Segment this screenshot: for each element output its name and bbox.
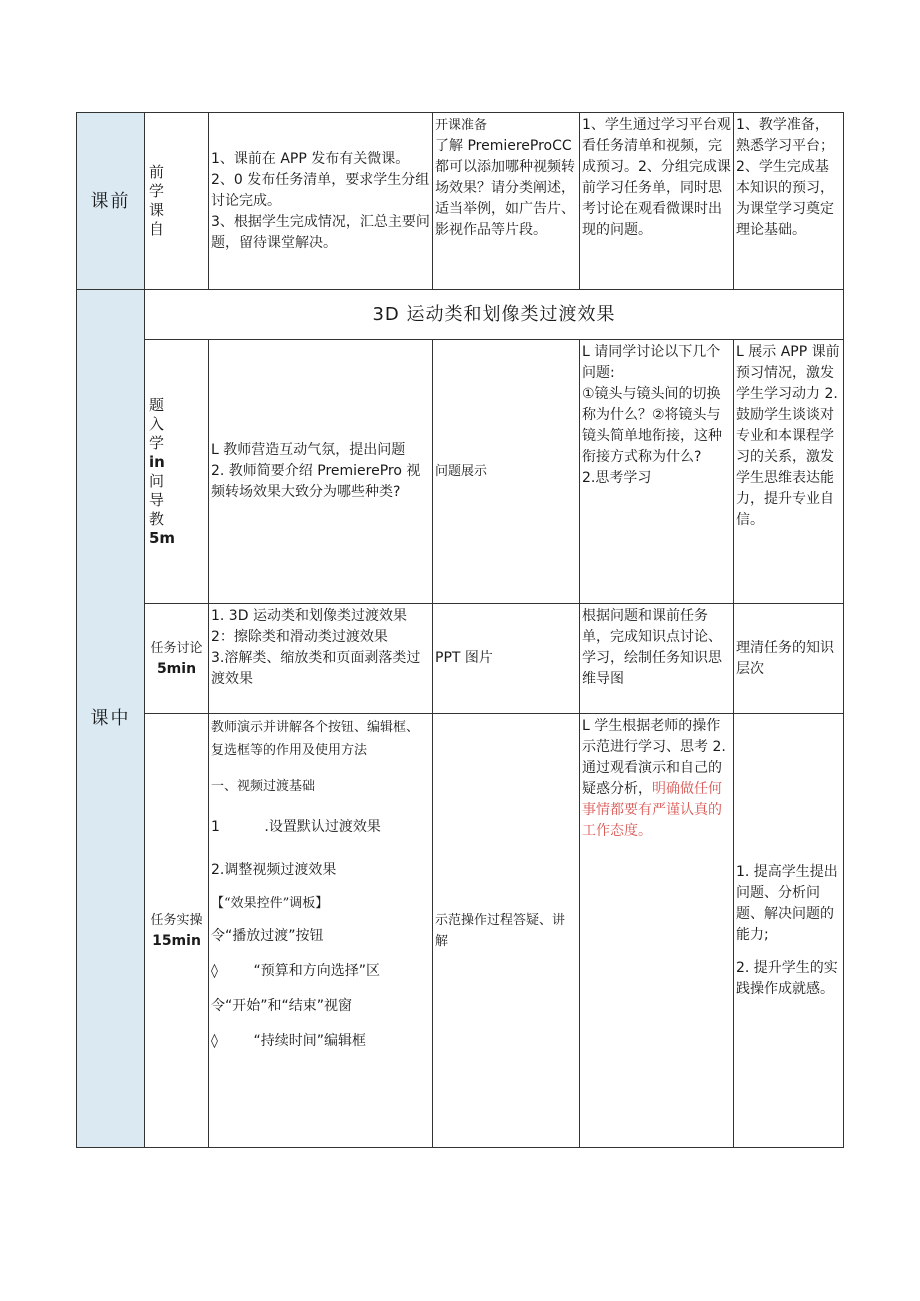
content-line: 3、根据学生完成情况，汇总主要问题，留待课堂解决。 (211, 213, 430, 251)
intro-method (432, 339, 580, 604)
stage-time: 5min (156, 660, 197, 677)
phase-mid-label: 课中 (90, 708, 131, 729)
content-line: 1 .设置默认过渡效果 (211, 819, 381, 835)
content-line: 2. 教师简要介绍 PremierePro 视频转场效果大致分为哪些种类? (211, 463, 421, 500)
content-line: 2、0 发布任务清单，要求学生分组讨论完成。 (211, 171, 430, 209)
method-heading: 开课准备 (435, 118, 488, 133)
discuss-content (208, 603, 433, 714)
label-char: 学 (149, 433, 165, 452)
intro-label (144, 339, 209, 604)
discuss-method (432, 603, 580, 714)
design-intent: 理清任务的知识层次 (736, 639, 834, 677)
goal-line: 2. 提升学生的实践操作成就感。 (736, 959, 838, 997)
label-char: 5m (149, 528, 176, 547)
content-line: 1、课前在 APP 发布有关微课。 (211, 150, 410, 167)
label-char: 题 (149, 395, 165, 414)
practice-content (208, 713, 433, 1148)
intro-student (579, 339, 734, 604)
stage-time: 15min (152, 932, 201, 949)
label-char: 问 (149, 471, 165, 490)
label-char: 学 (149, 182, 165, 200)
section-title (144, 289, 844, 340)
design-intent: 1、教学准备，熟悉学习平台；2、学生完成基本知识的预习，为课堂学习奠定理论基础。 (736, 117, 834, 238)
content-line: 2.调整视频过渡效果 (211, 862, 337, 878)
student-activity: 根据问题和课前任务单，完成知识点讨论、学习，绘制任务知识思维导图 (582, 608, 722, 687)
student-line: 2.思考学习 (582, 470, 652, 486)
student-activity-highlight: 明确做任何事情都要有严谨认真的工作态度。 (582, 781, 722, 839)
goal-line: 1. 提高学生提出问题、分析问题、解决问题的能力; (736, 863, 838, 943)
pre-class-method (432, 112, 580, 290)
student-line: ①镜头与镜头间的切换称为什么？②将镜头与镜头简单地衔接，这种衔接方式称为什么? (582, 386, 722, 465)
label-char: 课 (149, 201, 165, 219)
stage-name: 任务实操 (150, 912, 203, 928)
content-line: 【“效果控件”调板】 (211, 896, 329, 911)
discuss-student (579, 603, 734, 714)
content-line: 令“播放过渡”按钮 (211, 928, 324, 944)
content-line: 1. 3D 运动类和划像类过渡效果 (211, 608, 407, 624)
label-char: 前 (149, 163, 165, 181)
method-text: 问题展示 (435, 464, 488, 479)
content-line: 2：擦除类和滑动类过渡效果 (211, 629, 388, 645)
practice-label (144, 713, 209, 1148)
content-line: 教师演示并讲解各个按钮、编辑框、复选框等的作用及使用方法 (211, 720, 420, 758)
student-activity: 1、学生通过学习平台观看任务清单和视频，完成预习。2、分组完成课前学习任务单，同时思考讨论在观看微课时出现的问题。 (582, 117, 731, 238)
practice-student (579, 713, 734, 1148)
content-line: ◊ “持续时间”编辑框 (211, 1033, 367, 1049)
intro-content (208, 339, 433, 604)
practice-method (432, 713, 580, 1148)
discuss-label (144, 603, 209, 714)
content-line: 令“开始”和“结束”视窗 (211, 998, 353, 1014)
content-line: 3.溶解类、缩放类和页面剥落类过渡效果 (211, 650, 421, 687)
student-activity: L 学生根据老师的操作示范进行学习、思考 2. 通过观看演示和自己的疑惑分析， (582, 718, 726, 797)
content-line: 一、视频过渡基础 (211, 779, 316, 794)
phase-in-class (76, 289, 145, 1148)
lesson-plan-table (76, 112, 844, 1148)
pre-class-goal (733, 112, 844, 290)
stage-name: 任务讨论 (150, 640, 203, 656)
label-char: 入 (149, 414, 165, 433)
method-detail: 了解 PremiereProCC 都可以添加哪种视频转场效果？请分类阐述，适当举例，如广告片、影视作品等片段。 (435, 138, 575, 238)
student-line: L 请同学讨论以下几个问题: (582, 344, 721, 381)
pre-class-label (144, 112, 209, 290)
design-intent: L 展示 APP 课前预习情况，激发学生学习动力 2. 鼓励学生谈谈对专业和本课程学习的关系，激发学生思维表达能力，提升专业自信。 (736, 344, 840, 528)
content-line: L 教师营造互动气氛，提出问题 (211, 442, 406, 458)
practice-goal (733, 713, 844, 1148)
method-text: PPT 图片 (435, 650, 493, 666)
label-char: 自 (149, 220, 165, 238)
section-title-text: 3D 运动类和划像类过渡效果 (372, 304, 616, 325)
label-char: 教 (149, 509, 165, 528)
pre-class-student (579, 112, 734, 290)
phase-pre-class (76, 112, 145, 290)
method-text: 示范操作过程答疑、讲解 (435, 912, 566, 949)
intro-goal (733, 339, 844, 604)
discuss-goal (733, 603, 844, 714)
phase-pre-label: 课前 (90, 190, 131, 212)
pre-class-content (208, 112, 433, 290)
label-char: in (149, 452, 165, 471)
content-line: ◊ “预算和方向选择”区 (211, 963, 381, 979)
label-char: 导 (149, 490, 165, 509)
